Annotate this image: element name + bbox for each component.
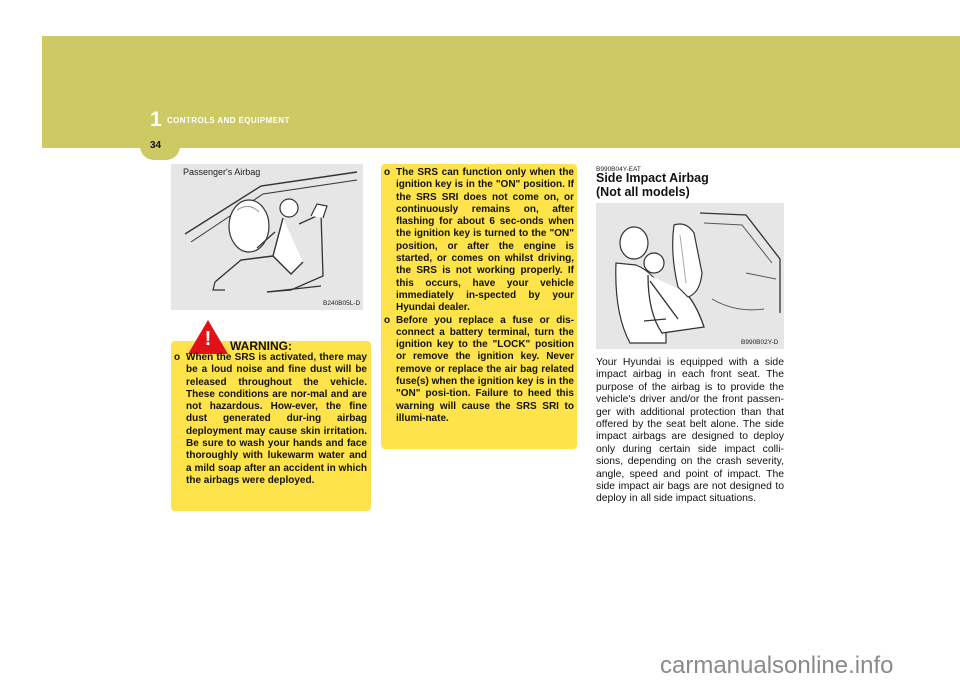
warning-text [174,352,367,487]
list-item [174,352,367,487]
figure-code: B990B02Y-D [741,339,779,346]
side-airbag-illustration [596,203,784,349]
list-item [384,167,574,315]
srs-note-item: Before you replace a fuse or dis-connect a battery terminal, turn the ignition key to the "LOCK" position or remove the ignition key. Never remove or replace the air bag related fuse(s) when the ignition key is in the "ON" posi-tion. Failure to heed this warning will cause the SRS SRI to illumi-nate. [396,314,574,424]
srs-note-item: The SRS can function only when the ignition key is in the "ON" position. If the SRS SRI does not come on, or continuously remains on, after flashing for about 6 sec-onds when the ignition key is turned to the "ON" position, or after the engine is started, or comes on whilst driving, the SRS is not working properly. If this occurs, have your vehicle immediately in-spected by your Hyundai dealer. [396,167,574,314]
body-paragraph: Your Hyundai is equipped with a side impact airbag in each front seat. The purpose of the airbag is to provide the vehicle's driver and/or the front passen-ger with additional protection than that offered by the seat belt alone. The side impact airbags are designed to deploy only during certain side impact colli-sions, depending on the crash severity, angle, speed and point of impact. The side impact air bags are not designed to deploy in all side impact situations. [596,357,784,505]
passenger-airbag-figure [171,164,363,310]
figure-caption: Passenger's Airbag [183,167,261,177]
bullet-marker: o [384,314,391,326]
section-subtitle-line: (Not all models) [596,184,690,199]
chapter-number: 1 [150,108,162,131]
side-airbag-figure [596,203,784,349]
list-item [384,315,574,426]
header-band [42,36,960,148]
section-title-line: Side Impact Airbag [596,171,709,185]
exclamation-icon: ! [204,328,212,350]
bullet-marker: o [384,167,391,178]
srs-notes-text [384,167,574,425]
bullet-marker: o [174,352,181,363]
page-number: 34 [150,140,162,151]
chapter-title: CONTROLS AND EQUIPMENT [167,116,290,125]
section-code: B990B04Y-EAT [596,166,641,173]
passenger-airbag-illustration [171,164,363,310]
figure-code: B240B05L-D [323,300,361,307]
warning-title: WARNING: [230,339,292,353]
warning-item: When the SRS is activated, there may be a loud noise and fine dust will be released throughout the vehicle. These conditions are nor-mal and are not hazardous. How-ever, the fine dust generated dur-ing airbag deployment may cause skin irritation. Be sure to wash your hands and face thoroughly with lukewarm water and a mild soap after an accident in which the airbags were deployed. [186,352,367,486]
section-title [596,172,796,199]
watermark: carmanualsonline.info [660,652,894,679]
